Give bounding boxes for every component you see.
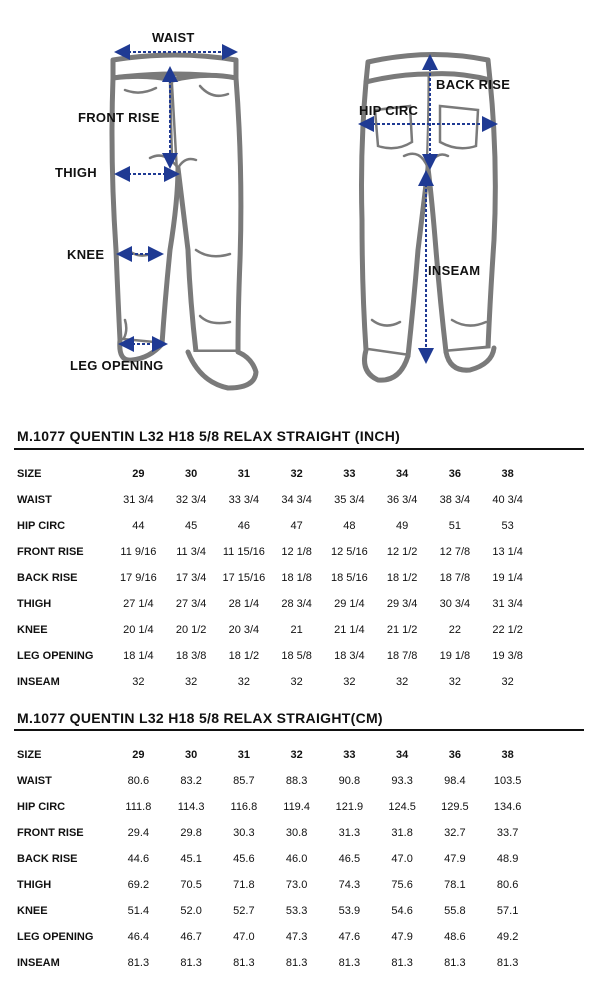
measurement-cell: 73.0 — [285, 879, 308, 891]
table-row — [14, 617, 534, 643]
measurement-cell: 32 — [501, 676, 514, 688]
measurement-cell: 81.3 — [285, 957, 308, 969]
table-header-row — [14, 742, 534, 768]
measurement-cell: 11 3/4 — [176, 546, 207, 558]
measurement-cell: 18 1/2 — [228, 650, 260, 662]
measurement-cell: 12 7/8 — [439, 546, 471, 558]
measurement-cell: 18 1/8 — [281, 572, 312, 584]
measurement-cell: 31 3/4 — [492, 598, 523, 610]
measurement-cell: 32.7 — [444, 827, 466, 839]
measurement-cell: 33.7 — [496, 827, 519, 839]
measurement-cell: 90.8 — [338, 775, 361, 787]
measurement-cell: 52.7 — [233, 905, 255, 917]
measurement-cell: 69.2 — [127, 879, 150, 891]
measurement-cell: 71.8 — [233, 879, 255, 891]
cm-table-title: M.1077 QUENTIN L32 H18 5/8 RELAX STRAIGHT(CM) — [17, 710, 383, 726]
measurement-cell: 27 1/4 — [123, 598, 154, 610]
size-header-cell: 36 — [448, 468, 461, 480]
table-row — [14, 768, 534, 794]
cm-size-table — [14, 742, 534, 976]
measurement-cell: 83.2 — [180, 775, 202, 787]
measurement-cell: 18 7/8 — [439, 572, 471, 584]
measurement-cell: 46.7 — [180, 931, 202, 943]
measurement-cell: 33 3/4 — [228, 494, 260, 506]
row-label: INSEAM — [17, 957, 60, 969]
table-row — [14, 513, 534, 539]
measurement-cell: 48.9 — [496, 853, 519, 865]
measurement-cell: 119.4 — [283, 801, 310, 813]
measurement-cell: 49.2 — [496, 931, 519, 943]
measurement-cell: 34 3/4 — [281, 494, 312, 506]
measurement-cell: 29 3/4 — [386, 598, 418, 610]
row-label: HIP CIRC — [17, 520, 66, 532]
measurement-cell: 32 3/4 — [175, 494, 207, 506]
thigh-label: THIGH — [55, 165, 97, 180]
measurement-cell: 46.4 — [127, 931, 150, 943]
measurement-cell: 47.9 — [391, 931, 413, 943]
size-header-cell: 32 — [290, 749, 303, 761]
measurement-cell: 20 3/4 — [228, 624, 260, 636]
measurement-cell: 31.3 — [338, 827, 361, 839]
measurement-cell: 114.3 — [177, 801, 205, 813]
measurement-cell: 81.3 — [127, 957, 150, 969]
measurement-cell: 20 1/4 — [123, 624, 154, 636]
table-row — [14, 487, 534, 513]
row-label: WAIST — [17, 775, 52, 787]
table-row — [14, 872, 534, 898]
measurement-cell: 134.6 — [493, 801, 522, 813]
measurement-cell: 20 1/2 — [175, 624, 207, 636]
measurement-cell: 81.3 — [391, 957, 413, 969]
measurement-cell: 81.3 — [233, 957, 255, 969]
measurement-cell: 49 — [396, 520, 409, 532]
measurement-cell: 17 15/16 — [222, 572, 266, 584]
row-label: KNEE — [17, 624, 48, 636]
size-header-cell: 30 — [185, 468, 198, 480]
measurement-cell: 18 5/8 — [281, 650, 312, 662]
measurement-cell: 51.4 — [127, 905, 150, 917]
size-header-cell: 38 — [501, 468, 514, 480]
measurement-cell: 55.8 — [444, 905, 466, 917]
measurement-cell: 85.7 — [233, 775, 255, 787]
row-label: WAIST — [17, 494, 52, 506]
row-label: FRONT RISE — [17, 827, 84, 839]
table-row — [14, 591, 534, 617]
measurement-cell: 29.8 — [180, 827, 202, 839]
measurement-cell: 103.5 — [493, 775, 522, 787]
row-label: BACK RISE — [17, 572, 78, 584]
measurement-cell: 13 1/4 — [492, 546, 523, 558]
measurement-cell: 31 3/4 — [123, 494, 154, 506]
measurement-cell: 18 1/4 — [123, 650, 154, 662]
leg-opening-label: LEG OPENING — [70, 358, 164, 373]
table-row — [14, 898, 534, 924]
measurement-cell: 81.3 — [180, 957, 202, 969]
measurement-cell: 19 1/8 — [439, 650, 471, 662]
size-header-cell: 36 — [448, 749, 461, 761]
measurement-cell: 30 3/4 — [439, 598, 471, 610]
size-header-cell: 31 — [237, 749, 250, 761]
size-header-cell: 32 — [290, 468, 303, 480]
row-label: INSEAM — [17, 676, 60, 688]
measurement-cell: 54.6 — [391, 905, 413, 917]
size-header-cell: 33 — [343, 749, 356, 761]
measurement-cell: 35 3/4 — [334, 494, 365, 506]
measurement-cell: 32 — [132, 676, 145, 688]
inch-size-table — [14, 461, 534, 695]
measurement-cell: 22 1/2 — [492, 624, 523, 636]
row-label: THIGH — [17, 879, 52, 891]
knee-label: KNEE — [67, 247, 105, 262]
measurement-cell: 11 15/16 — [222, 546, 265, 558]
measurement-cell: 53.3 — [285, 905, 308, 917]
row-label: THIGH — [17, 598, 52, 610]
hip-circ-label: HIP CIRC — [359, 103, 419, 118]
measurement-cell: 18 7/8 — [386, 650, 418, 662]
measurement-cell: 19 1/4 — [492, 572, 523, 584]
back-rise-label: BACK RISE — [436, 77, 511, 92]
measurement-cell: 32 — [343, 676, 356, 688]
size-header-cell: 30 — [185, 749, 198, 761]
measurement-cell: 74.3 — [338, 879, 361, 891]
inseam-label: INSEAM — [428, 263, 481, 278]
measurement-cell: 47.0 — [391, 853, 413, 865]
row-label: HIP CIRC — [17, 801, 66, 813]
measurement-cell: 48.6 — [444, 931, 466, 943]
measurement-cell: 47.0 — [233, 931, 255, 943]
size-header-cell: 38 — [501, 749, 514, 761]
measurement-cell: 32 — [237, 676, 250, 688]
row-label: LEG OPENING — [17, 650, 94, 662]
measurement-cell: 12 1/8 — [281, 546, 312, 558]
table-row — [14, 565, 534, 591]
measurement-cell: 45.6 — [233, 853, 255, 865]
measurement-cell: 18 3/8 — [175, 650, 207, 662]
measurement-cell: 53 — [501, 520, 514, 532]
measurement-cell: 18 3/4 — [334, 650, 365, 662]
measurement-cell: 12 1/2 — [386, 546, 418, 558]
pants-illustration — [0, 0, 602, 410]
measurement-cell: 30.3 — [233, 827, 255, 839]
inch-table-title: M.1077 QUENTIN L32 H18 5/8 RELAX STRAIGHT (INCH) — [17, 428, 401, 444]
size-header-cell: 34 — [396, 468, 409, 480]
measurement-cell: 81.3 — [496, 957, 519, 969]
measurement-cell: 18 5/16 — [331, 572, 368, 584]
measurement-cell: 17 9/16 — [120, 572, 157, 584]
measurement-cell: 29.4 — [127, 827, 150, 839]
measurement-cell: 57.1 — [496, 905, 519, 917]
measurement-cell: 47 — [290, 520, 303, 532]
row-label: FRONT RISE — [17, 546, 84, 558]
table-row — [14, 643, 534, 669]
measurement-cell: 30.8 — [285, 827, 308, 839]
measurement-cell: 81.3 — [338, 957, 361, 969]
measurement-cell: 32 — [396, 676, 409, 688]
measurement-cell: 124.5 — [388, 801, 416, 813]
measurement-cell: 46.5 — [338, 853, 361, 865]
measurement-cell: 38 3/4 — [439, 494, 471, 506]
measurement-diagram — [0, 0, 602, 410]
measurement-cell: 80.6 — [127, 775, 150, 787]
size-header-label: SIZE — [17, 749, 42, 761]
measurement-cell: 129.5 — [441, 801, 469, 813]
size-header-label: SIZE — [17, 468, 42, 480]
table-row — [14, 820, 534, 846]
measurement-cell: 48 — [343, 520, 356, 532]
measurement-cell: 44.6 — [127, 853, 150, 865]
size-header-cell: 33 — [343, 468, 356, 480]
measurement-cell: 21 — [290, 624, 303, 636]
table-row — [14, 924, 534, 950]
measurement-cell: 31.8 — [391, 827, 413, 839]
size-header-cell: 31 — [237, 468, 250, 480]
measurement-cell: 45.1 — [180, 853, 202, 865]
measurement-cell: 88.3 — [285, 775, 308, 787]
measurement-cell: 45 — [185, 520, 198, 532]
measurement-cell: 47.3 — [285, 931, 308, 943]
table-row — [14, 794, 534, 820]
size-header-cell: 34 — [396, 749, 409, 761]
measurement-cell: 46 — [237, 520, 250, 532]
measurement-cell: 21 1/4 — [334, 624, 365, 636]
front-pants-outline — [112, 55, 256, 388]
table-row — [14, 950, 534, 976]
measurement-cell: 81.3 — [444, 957, 466, 969]
waist-label: WAIST — [152, 30, 195, 45]
measurement-cell: 36 3/4 — [386, 494, 418, 506]
measurement-cell: 53.9 — [338, 905, 361, 917]
table-row — [14, 669, 534, 695]
measurement-cell: 18 1/2 — [386, 572, 418, 584]
measurement-cell: 75.6 — [391, 879, 413, 891]
measurement-cell: 44 — [132, 520, 145, 532]
size-header-cell: 29 — [132, 468, 145, 480]
measurement-cell: 32 — [448, 676, 461, 688]
measurement-cell: 17 3/4 — [175, 572, 207, 584]
measurement-cell: 32 — [290, 676, 303, 688]
measurement-cell: 22 — [448, 624, 461, 636]
measurement-cell: 46.0 — [285, 853, 308, 865]
size-header-cell: 29 — [132, 749, 145, 761]
table-row — [14, 539, 534, 565]
measurement-cell: 12 5/16 — [331, 546, 368, 558]
cm-table-divider — [14, 729, 584, 731]
row-label: LEG OPENING — [17, 931, 94, 943]
measurement-cell: 29 1/4 — [334, 598, 365, 610]
measurement-cell: 93.3 — [391, 775, 413, 787]
measurement-cell: 80.6 — [496, 879, 519, 891]
table-row — [14, 846, 534, 872]
measurement-cell: 47.9 — [444, 853, 466, 865]
measurement-cell: 11 9/16 — [120, 546, 157, 558]
row-label: BACK RISE — [17, 853, 78, 865]
measurement-cell: 19 3/8 — [492, 650, 523, 662]
front-rise-label: FRONT RISE — [78, 110, 160, 125]
measurement-cell: 47.6 — [338, 931, 361, 943]
measurement-cell: 70.5 — [180, 879, 202, 891]
measurement-cell: 27 3/4 — [175, 598, 207, 610]
inch-table-divider — [14, 448, 584, 450]
measurement-cell: 78.1 — [444, 879, 466, 891]
measurement-cell: 21 1/2 — [386, 624, 418, 636]
measurement-cell: 40 3/4 — [492, 494, 523, 506]
table-header-row — [14, 461, 534, 487]
measurement-cell: 121.9 — [335, 801, 364, 813]
measurement-cell: 52.0 — [180, 905, 202, 917]
measurement-cell: 111.8 — [125, 801, 152, 813]
measurement-cell: 116.8 — [230, 801, 258, 813]
measurement-cell: 51 — [448, 520, 461, 532]
measurement-cell: 32 — [185, 676, 198, 688]
measurement-cell: 98.4 — [444, 775, 466, 787]
measurement-cell: 28 3/4 — [281, 598, 312, 610]
measurement-cell: 28 1/4 — [228, 598, 260, 610]
row-label: KNEE — [17, 905, 48, 917]
